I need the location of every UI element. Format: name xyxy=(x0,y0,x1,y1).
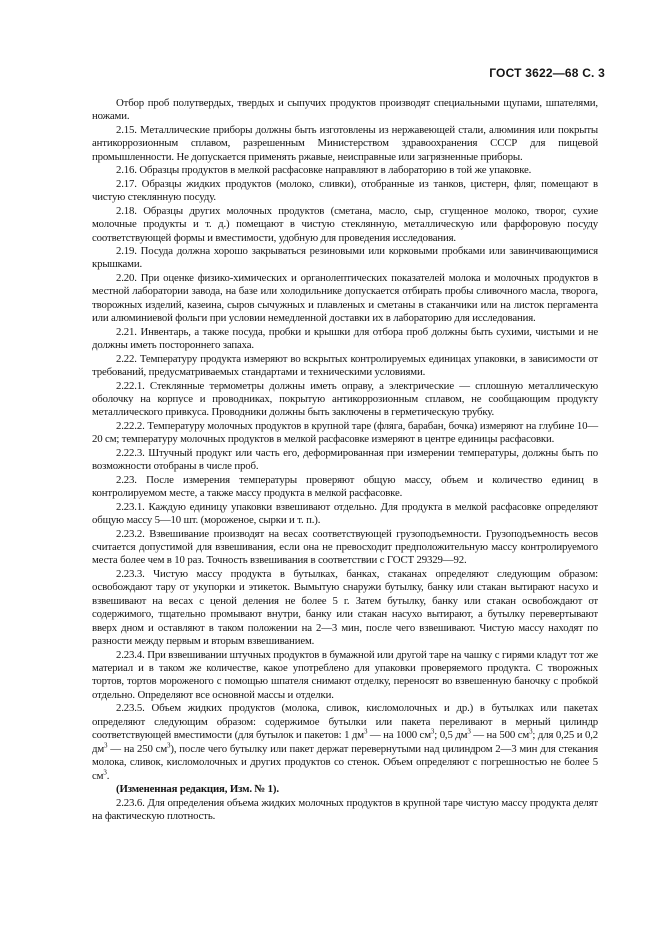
page-header: ГОСТ 3622—68 С. 3 xyxy=(489,66,605,80)
text-segment: ; для 0,25 и 0,2 дм xyxy=(92,729,598,755)
paragraph: 2.18. Образцы других молочных продуктов (сметана, масло, сыр, сгущенное молоко, творог, сухие молочные продукты и т. д.) помещают в чистую стеклянную, металлическую или фарфоровую посуду соответствующей формы и вместимости, удобную для проведения исследования. xyxy=(92,204,598,244)
paragraph: 2.21. Инвентарь, а также посуда, пробки и крышки для отбора проб должны быть сухими, чистыми и не должны иметь постороннего запаха. xyxy=(92,325,598,352)
text-segment: ), после чего бутылку или пакет держат перевернутыми над цилиндром 2—3 мин для стекания молока, сливок, кисломолочных и других продуктов со стенок. Объем определяют с погрешностью не более 5 см xyxy=(92,742,599,782)
paragraph: 2.22.3. Штучный продукт или часть его, деформированная при измерении температуры, должны быть по возможности отобраны в числе проб. xyxy=(92,446,598,473)
text-segment: — на 1000 см xyxy=(367,729,431,742)
superscript: 3 xyxy=(363,727,368,736)
superscript: 3 xyxy=(529,727,533,736)
document-body xyxy=(92,97,598,823)
paragraph: 2.22. Температуру продукта измеряют во вскрытых контролируемых единицах упаковки, в зависимости от требований, предусматриваемых стандартами и техническими условиями. xyxy=(92,352,598,379)
paragraph: 2.15. Металлические приборы должны быть изготовлены из нержавеющей стали, алюминия или покрыты антикоррозионным сплавом, разрешенным Министерством здравоохранения СССР для пищевой промышленности. Не допускается применять ржавые, неисправные или загрязненные приборы. xyxy=(92,123,598,163)
text-segment: ; 0,5 дм xyxy=(434,729,468,742)
paragraph: 2.23.3. Чистую массу продукта в бутылках, банках, стаканах определяют следующим образом: освобождают тару от укупорки и этикеток. Вымытую снаружи бутылку, банку или стакан вытирают насухо и взвешивают на весах с ценой деления не более 5 г. Затем бутылку, банку или стакан освобождают от содержимого, тщательно промывают внутри, банку или стакан насухо вытирают, а бутылку перевертывают вверх дном и оставляют в таком положении на 2—3 мин, после чего взвешивают. Чистую массу находят по разности между первым и вторым взвешиванием. xyxy=(92,567,598,648)
paragraph: 2.23.6. Для определения объема жидких молочных продуктов в крупной таре чистую массу продукта делят на фактическую плотность. xyxy=(92,796,598,823)
paragraph: 2.19. Посуда должна хорошо закрываться резиновыми или корковыми пробками или завинчивающимися крышками. xyxy=(92,244,598,271)
paragraph: 2.23.1. Каждую единицу упаковки взвешивают отдельно. Для продукта в мелкой расфасовке определяют общую массу 5—10 шт. (мороженое, сырки и т. п.). xyxy=(92,500,598,527)
paragraph: 2.20. При оценке физико-химических и органолептических показателей молока и молочных продуктов в местной лаборатории завода, на базе или холодильнике допускается отбирать пробы сливочного масла, творога, творожных изделий, казеина, сыров сычужных и плавленых и сметаны в стаканчики или на листок пергамента или алюминиевой фольги при условии немедленной доставки их в лабораторию для исследования. xyxy=(92,271,598,325)
text-segment: . xyxy=(106,769,110,782)
paragraph: 2.23.2. Взвешивание производят на весах соответствующей грузоподъемности. Грузоподъемность весов считается допустимой для взвешивания, если она не превосходит предположительную массу контролируемого места более чем в 10 раз. Точность взвешивания в соответствии с ГОСТ 29329—92. xyxy=(92,527,598,567)
paragraph: 2.17. Образцы жидких продуктов (молоко, сливки), отобранные из танков, цистерн, фляг, помещают в чистую стеклянную посуду. xyxy=(92,177,598,204)
edition-note: (Измененная редакция, Изм. № 1). xyxy=(116,783,279,796)
text-segment: — на 250 см xyxy=(107,742,168,755)
paragraph: Отбор проб полутвердых, твердых и сыпучих продуктов производят специальными щупами, шпателями, ножами. xyxy=(92,97,598,123)
text-segment: 2.23.5. Объем жидких продуктов (молока, сливок, кисломолочных и др.) в бутылках или пакетах определяют следующим образом: содержимое бутылки или пакета переливают в мерный цилиндр соответствующей вместимости (для бутылок и пакетов: 1 дм xyxy=(92,702,598,742)
paragraph-volume xyxy=(92,702,598,783)
superscript: 3 xyxy=(103,768,107,777)
superscript: 3 xyxy=(430,727,435,736)
paragraph: 2.23.4. При взвешивании штучных продуктов в бумажной или другой таре на чашку с гирями кладут тот же материал и в таком же количестве, какое употреблено для упаковки проверяемого продукта. С творожных тортов, тортов мороженого с помощью шпателя снимают отделку, переносят во взвешенную баночку с пробкой отдельно. Определяют все основной массы и отделки. xyxy=(92,648,598,701)
superscript: 3 xyxy=(167,741,171,750)
text-segment: — на 500 см xyxy=(470,729,530,742)
paragraph: 2.22.1. Стеклянные термометры должны иметь оправу, а электрические — сплошную металлическую оболочку на корпусе и проводниках, покрытую антикоррозионным сплавом, не сообщающим продукту металлического привкуса. Проводники должны быть заключены в герметическую трубку. xyxy=(92,379,598,419)
superscript: 3 xyxy=(467,727,471,736)
paragraph: 2.22.2. Температуру молочных продуктов в крупной таре (фляга, барабан, бочка) измеряют на глубине 10—20 см; температуру молочных продуктов в мелкой расфасовке измеряют в центре единицы расфасовки. xyxy=(92,419,598,446)
paragraph: 2.16. Образцы продуктов в мелкой расфасовке направляют в лабораторию в той же упаковке. xyxy=(116,164,532,177)
superscript: 3 xyxy=(104,741,108,750)
paragraph: 2.23. После измерения температуры проверяют общую массу, объем и количество единиц в контролируемом месте, а также массу продукта в мелкой расфасовке. xyxy=(92,473,598,500)
